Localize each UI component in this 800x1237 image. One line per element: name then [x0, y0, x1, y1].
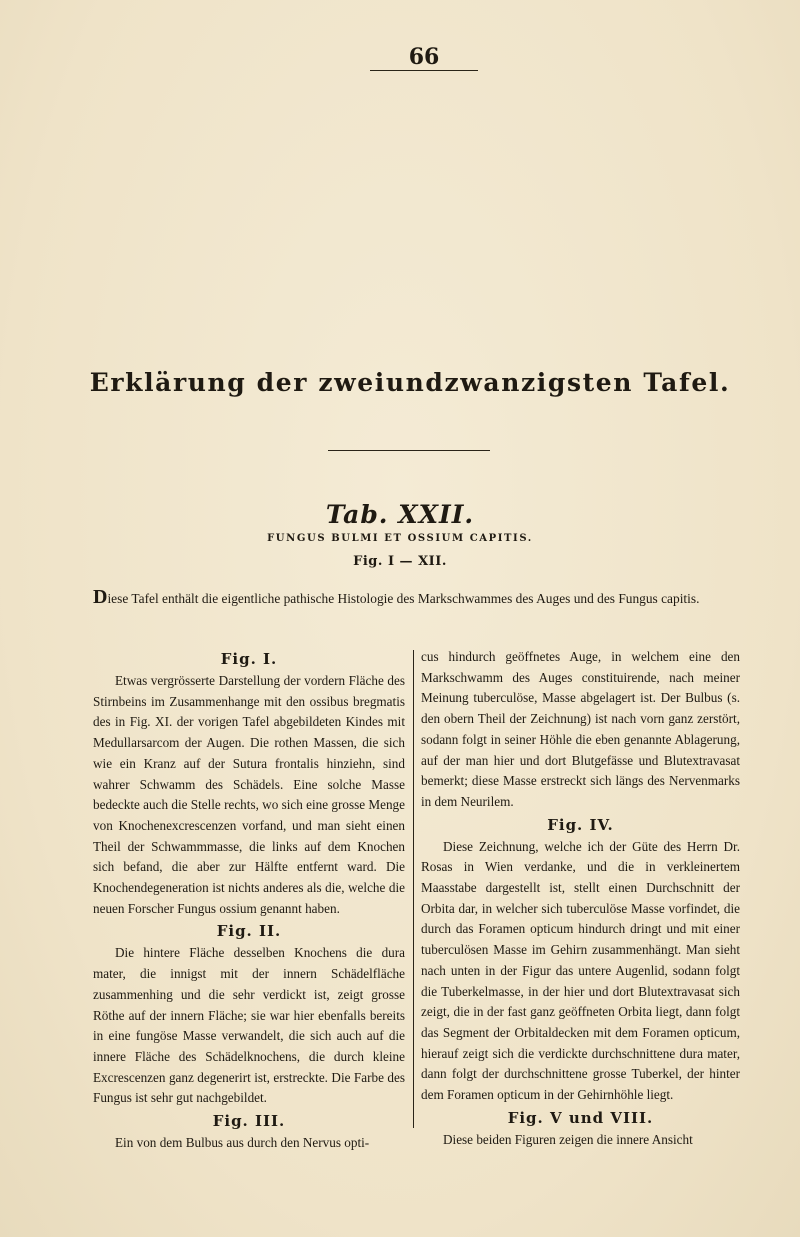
- fig-2-text: Die hintere Fläche desselben Knochens die dura mater, die innigst mit der innern Schädelfläche zusammenhing und die sehr verdickt ist, zeigt grosse Röthe auf der innern Fläche; sie war hier ebenfalls bereits in eine fungöse Masse verwandelt, die sich auch auf die innere Fläche des Schädelknochens, die durch kleine Excrescenzen ganz degenerirt ist, erstreckte. Die Farbe des Fungus ist sehr gut nachgebildet.: [93, 945, 405, 1106]
- fig-3-heading: Fig. III.: [212, 1112, 286, 1131]
- fig-1-text: Etwas vergrösserte Darstellung der vordern Fläche des Stirnbeins im Zusammenhange mit den ossibus bregmatis des in Fig. XI. der vorigen Tafel abgebildeten Kindes mit Medullarsarcom der Augen. Die rothen Massen, die sich wie ein Kranz auf der Sutura frontalis hinziehn, sind wahrer Schwamm des Schädels. Eine solche Masse bedeckte auch die Stelle rechts, wo sich eine grosse Menge von Knochenexcrescenzen vorfand, und man sieht einen Theil der Schwammmasse, die links auf dem Knochen sich befand, die aber zur Hälfte entfernt ward. Die Knochendegeneration ist nichts anderes als die, welche die neuen Forscher Fungus ossium genannt haben.: [93, 673, 405, 916]
- fig-4-text: Diese Zeichnung, welche ich der Güte des Herrn Dr. Rosas in Wien verdanke, und die in verkleinertem Maasstabe dargestellt ist, stellt einen Durchschnitt der Orbita dar, in welcher sich tuberculöse Masse vorfindet, die durch das Foramen opticum hindurch dringt und mit einer tuberculösen Masse im Gehirn zusammenhängt. Man sieht nach unten in der Figur das untere Augenlid, sodann folgt die Tuberkelmasse, in der hier und dort Blutextravasat sich zeigt, die in der fast ganz geöffneten Orbita liegt, dann folgt das Segment der Orbitaldecken mit dem Foramen opticum, hierauf zeigt sich die verdickte durchschnittene dura mater, dann folgt der durchschnittene grosse Tuberkel, der hinter dem Foramen opticum in der Gehirnhöhle liegt.: [421, 838, 740, 1103]
- plate-title: Erklärung der zweiundzwanzigsten Tafel.: [89, 368, 731, 397]
- fig-1-heading: Fig. I.: [220, 650, 278, 668]
- intro-dropcap: D: [93, 586, 108, 608]
- intro-text: iese Tafel enthält die eigentliche pathische Histologie des Markschwammes des Auges und des Fungus capitis.: [107, 591, 700, 606]
- left-column: [93, 647, 405, 1154]
- title-divider: [328, 450, 490, 451]
- right-column: [421, 647, 740, 1150]
- intro-paragraph: [93, 588, 740, 609]
- fig-3-text-continued: cus hindurch geöffnetes Auge, in welchem eine den Markschwamm des Auges constituirende, nach meiner Meinung tuberculöse, Masse abgelagert ist. Der Bulbus (s. den obern Theil der Zeichnung) ist nach vorn ganz zerstört, sodann folgt in seiner Höhle die eben genannte Ablagerung, auf der man hier und dort Blutgefässe und Blutextravasat bemerkt; diese Masse erstreckt sich längs des Nervenmarks in dem Neurilem.: [421, 649, 740, 809]
- tab-subtitle: FUNGUS BULMI ET OSSIUM CAPITIS.: [267, 533, 533, 544]
- fig-4-heading: Fig. IV.: [547, 815, 614, 834]
- figure-range: Fig. I — XII.: [353, 554, 447, 569]
- fig-5-8-text: Diese beiden Figuren zeigen die innere Ansicht: [443, 1131, 693, 1147]
- fig-2-heading: Fig. II.: [216, 922, 282, 941]
- fig-5-8-heading: Fig. V und VIII.: [507, 1108, 654, 1127]
- page-number: 66: [370, 44, 478, 71]
- tab-heading: Tab. XXII.: [325, 500, 475, 529]
- column-divider: [413, 650, 414, 1128]
- fig-3-text: Ein von dem Bulbus aus durch den Nervus opti-: [115, 1135, 370, 1151]
